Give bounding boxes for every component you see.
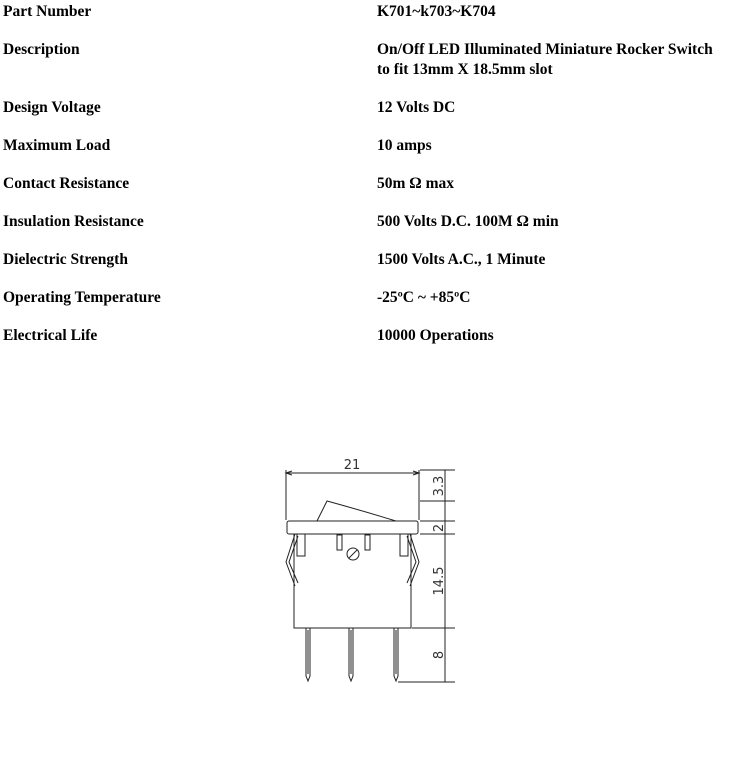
dim-pins-8: 8 (432, 650, 447, 660)
spec-label: Operating Temperature (3, 289, 161, 306)
spec-label: Part Number (3, 3, 92, 20)
dim-rocker-3-3: 3.3 (432, 475, 447, 497)
spec-value: 12 Volts DC (377, 99, 456, 116)
spec-value-line2: to fit 13mm X 18.5mm slot (377, 61, 553, 78)
spec-value: 10 amps (377, 137, 432, 154)
spec-value: -25ºC ~ +85ºC (377, 289, 471, 306)
dim-body-14-5: 14.5 (432, 566, 447, 596)
spec-value: 10000 Operations (377, 327, 494, 344)
dim-width-21: 21 (343, 458, 361, 473)
spec-value: On/Off LED Illuminated Miniature Rocker Switch (377, 41, 713, 58)
spec-label: Insulation Resistance (3, 213, 144, 230)
spec-label: Electrical Life (3, 327, 98, 344)
spec-value: 500 Volts D.C. 100M Ω min (377, 213, 559, 230)
dim-flange-2: 2 (432, 523, 447, 533)
spec-label: Dielectric Strength (3, 251, 128, 268)
spec-value: K701~k703~K704 (377, 3, 496, 20)
spec-label: Design Voltage (3, 99, 101, 116)
spec-label: Maximum Load (3, 137, 111, 154)
spec-label: Contact Resistance (3, 175, 130, 192)
spec-label: Description (3, 41, 80, 58)
switch-dimension-drawing (270, 450, 460, 690)
spec-value: 1500 Volts A.C., 1 Minute (377, 251, 546, 268)
spec-value: 50m Ω max (377, 175, 454, 192)
